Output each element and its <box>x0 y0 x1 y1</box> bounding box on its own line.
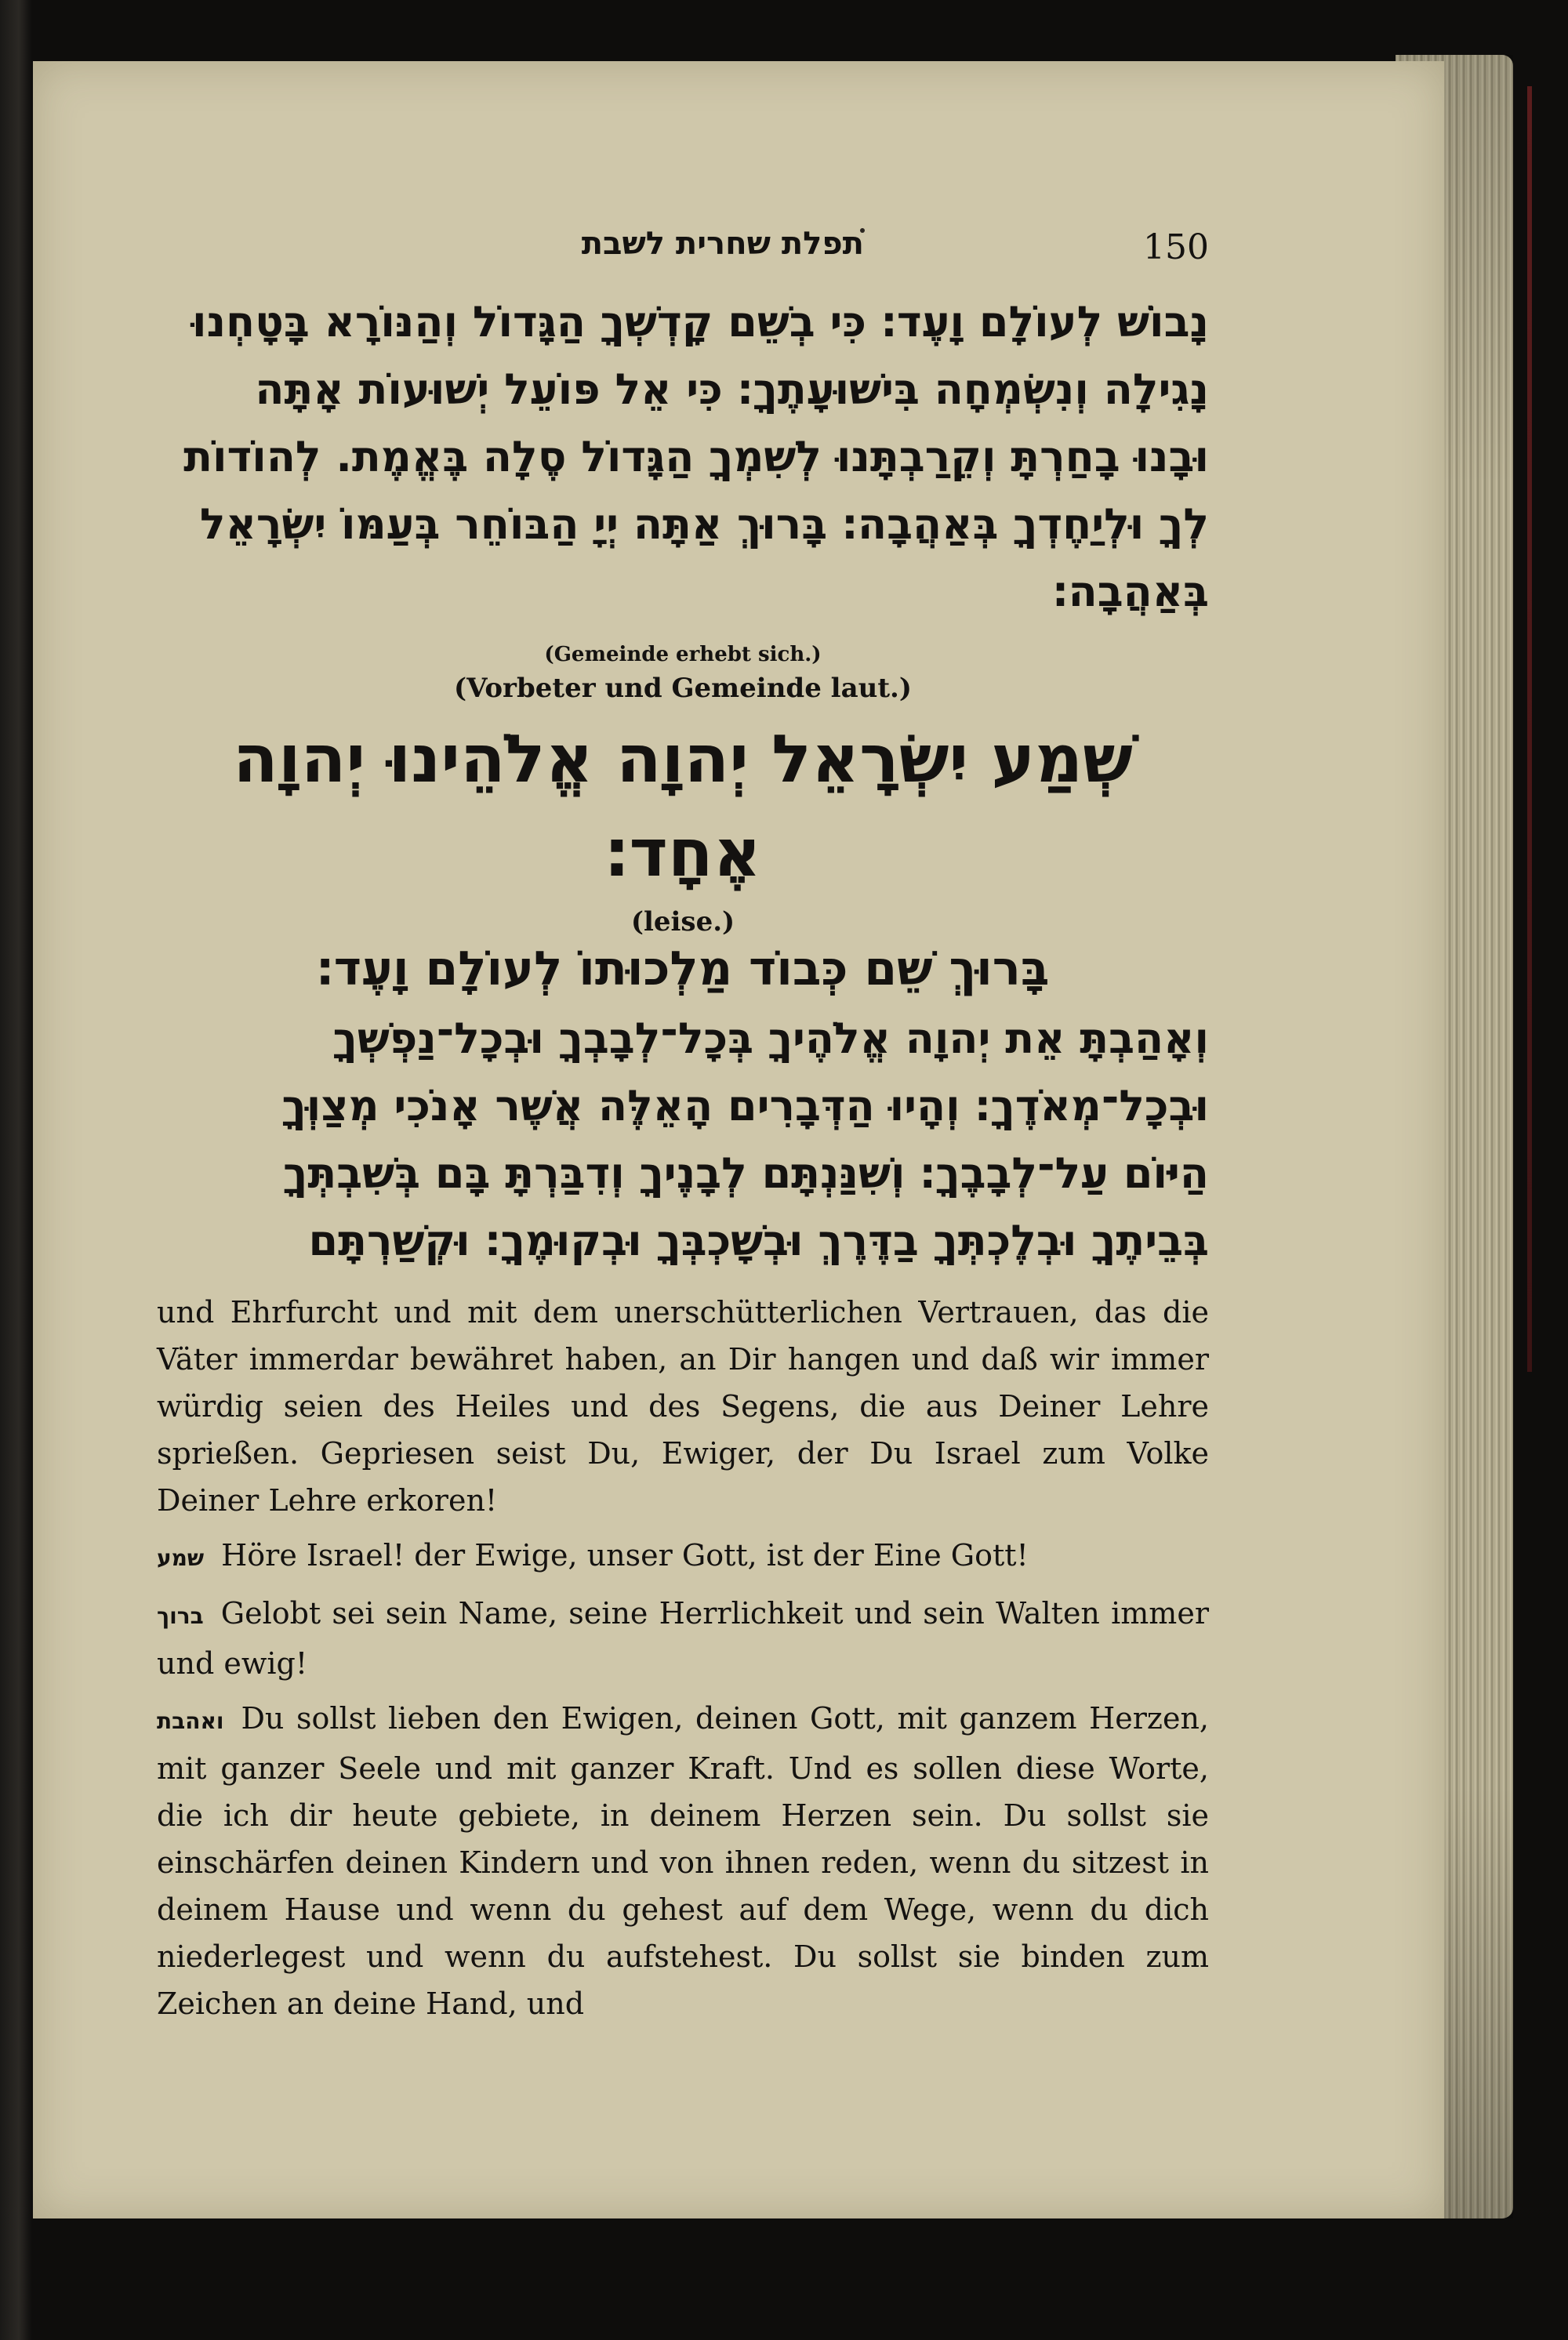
shema-verse: שְׁמַע יִשְׂרָאֵל יְהוָה אֱלֹהֵינוּ יְהוָה אֶחָד׃ <box>233 720 1133 891</box>
veahavta-line: וְאָהַבְתָּ אֵת יְהוָה אֱלֹהֶיךָ בְּכָל־לְבָבְךָ וּבְכָל־נַפְשְׁךָ <box>332 1014 1209 1063</box>
hebrew-line: נָבוֹשׁ לְעוֹלָם וָעֶד׃ כִּי בְשֵׁם קָדְשְׁךָ הַגָּדוֹל וְהַנּוֹרָא בָּטָחְנוּ <box>192 297 1209 346</box>
german-paragraph-text: Gelobt sei sein Name, seine Herrlichkeit und sein Walten immer und ewig! <box>157 1596 1209 1681</box>
veahavta-block <box>157 1005 1209 1275</box>
page-number: 150 <box>1143 227 1209 267</box>
hebrew-line: לְךָ וּלְיַחֶדְךָ בְּאַהֲבָה׃ בָּרוּךְ אַתָּה יְיָ הַבּוֹחֵר בְּעַמּוֹ יִשְׂרָאֵל <box>199 499 1209 549</box>
running-title: תפלת שחרית לשבת <box>581 226 864 262</box>
rubric-quietly: (leise.) <box>630 906 735 938</box>
german-paragraph-text: Du sollst lieben den Ewigen, deinen Gott, mit ganzem Herzen, mit ganzer Seele und mit ganzer Kraft. Und es sollen diese Worte, die ich dir heute gebiete, in deinem Herzen sein. Du sollst sie einschärfen deinen Kindern und von ihnen reden, wenn du sitzest in deinem Hause und wenn du gehest auf dem Wege, wenn du dich niederlegest und wenn du aufstehest. Du sollst sie binden zum Zeichen an deine Hand, und <box>157 1701 1209 2021</box>
hebrew-cue-word: ואהבת <box>157 1708 224 1734</box>
rubric-congregation-rises: (Gemeinde erhebt sich.) <box>544 643 822 666</box>
german-paragraph-text: Höre Israel! der Ewige, unser Gott, ist der Eine Gott! <box>221 1538 1029 1573</box>
hebrew-line: בְּאַהֲבָה׃ <box>1052 567 1209 616</box>
red-ribbon-mark <box>1527 86 1532 1372</box>
hebrew-top-block <box>157 288 1209 626</box>
running-header <box>157 218 1209 288</box>
hebrew-cue-word: שמע <box>157 1545 205 1571</box>
left-binding-edge <box>0 0 31 2340</box>
german-paragraph-veahavta <box>157 1695 1209 2027</box>
german-paragraph-baruch <box>157 1590 1209 1687</box>
hebrew-line: נָגִילָה וְנִשְׂמְחָה בִּישׁוּעָתֶךָ׃ כִּי אֵל פּוֹעֵל יְשׁוּעוֹת אָתָּה <box>255 365 1209 414</box>
baruch-shem-verse: בָּרוּךְ שֵׁם כְּבוֹד מַלְכוּתוֹ לְעוֹלָם וָעֶד׃ <box>316 941 1050 996</box>
hebrew-line: וּבָנוּ בָחַרְתָּ וְקֵרַבְתָּנוּ לְשִׁמְךָ הַגָּדוֹל סֶלָה בֶּאֱמֶת. לְהוֹדוֹת <box>183 432 1209 481</box>
veahavta-line: הַיּוֹם עַל־לְבָבֶךָ׃ וְשִׁנַּנְתָּם לְבָנֶיךָ וְדִבַּרְתָּ בָּם בְּשִׁבְתְּךָ <box>283 1148 1209 1198</box>
book-page <box>33 61 1444 2218</box>
german-paragraph-ahava: und Ehrfurcht und mit dem unerschütterlichen Vertrauen, das die Väter immerdar bewähret haben, an Dir hangen und daß wir immer würdig seien des Heiles und des Segens, die aus Deiner Lehre sprießen. Gepriesen seist Du, Ewiger, der Du Israel zum Volke Deiner Lehre erkoren! <box>157 1295 1209 1518</box>
page-content <box>157 218 1209 2027</box>
veahavta-line: וּבְכָל־מְאֹדֶךָ׃ וְהָיוּ הַדְּבָרִים הָאֵלֶּה אֲשֶׁר אָנֹכִי מְצַוְּךָ <box>281 1081 1209 1130</box>
veahavta-line: בְּבֵיתֶךָ וּבְלֶכְתְּךָ בַדֶּרֶךְ וּבְשָׁכְבְּךָ וּבְקוּמֶךָ׃ וּקְשַׁרְתָּם <box>308 1216 1209 1265</box>
german-paragraph-shema <box>157 1532 1209 1582</box>
rubric-cantor-and-congregation: (Vorbeter und Gemeinde laut.) <box>454 673 912 704</box>
hebrew-cue-word: ברוך <box>157 1603 204 1629</box>
